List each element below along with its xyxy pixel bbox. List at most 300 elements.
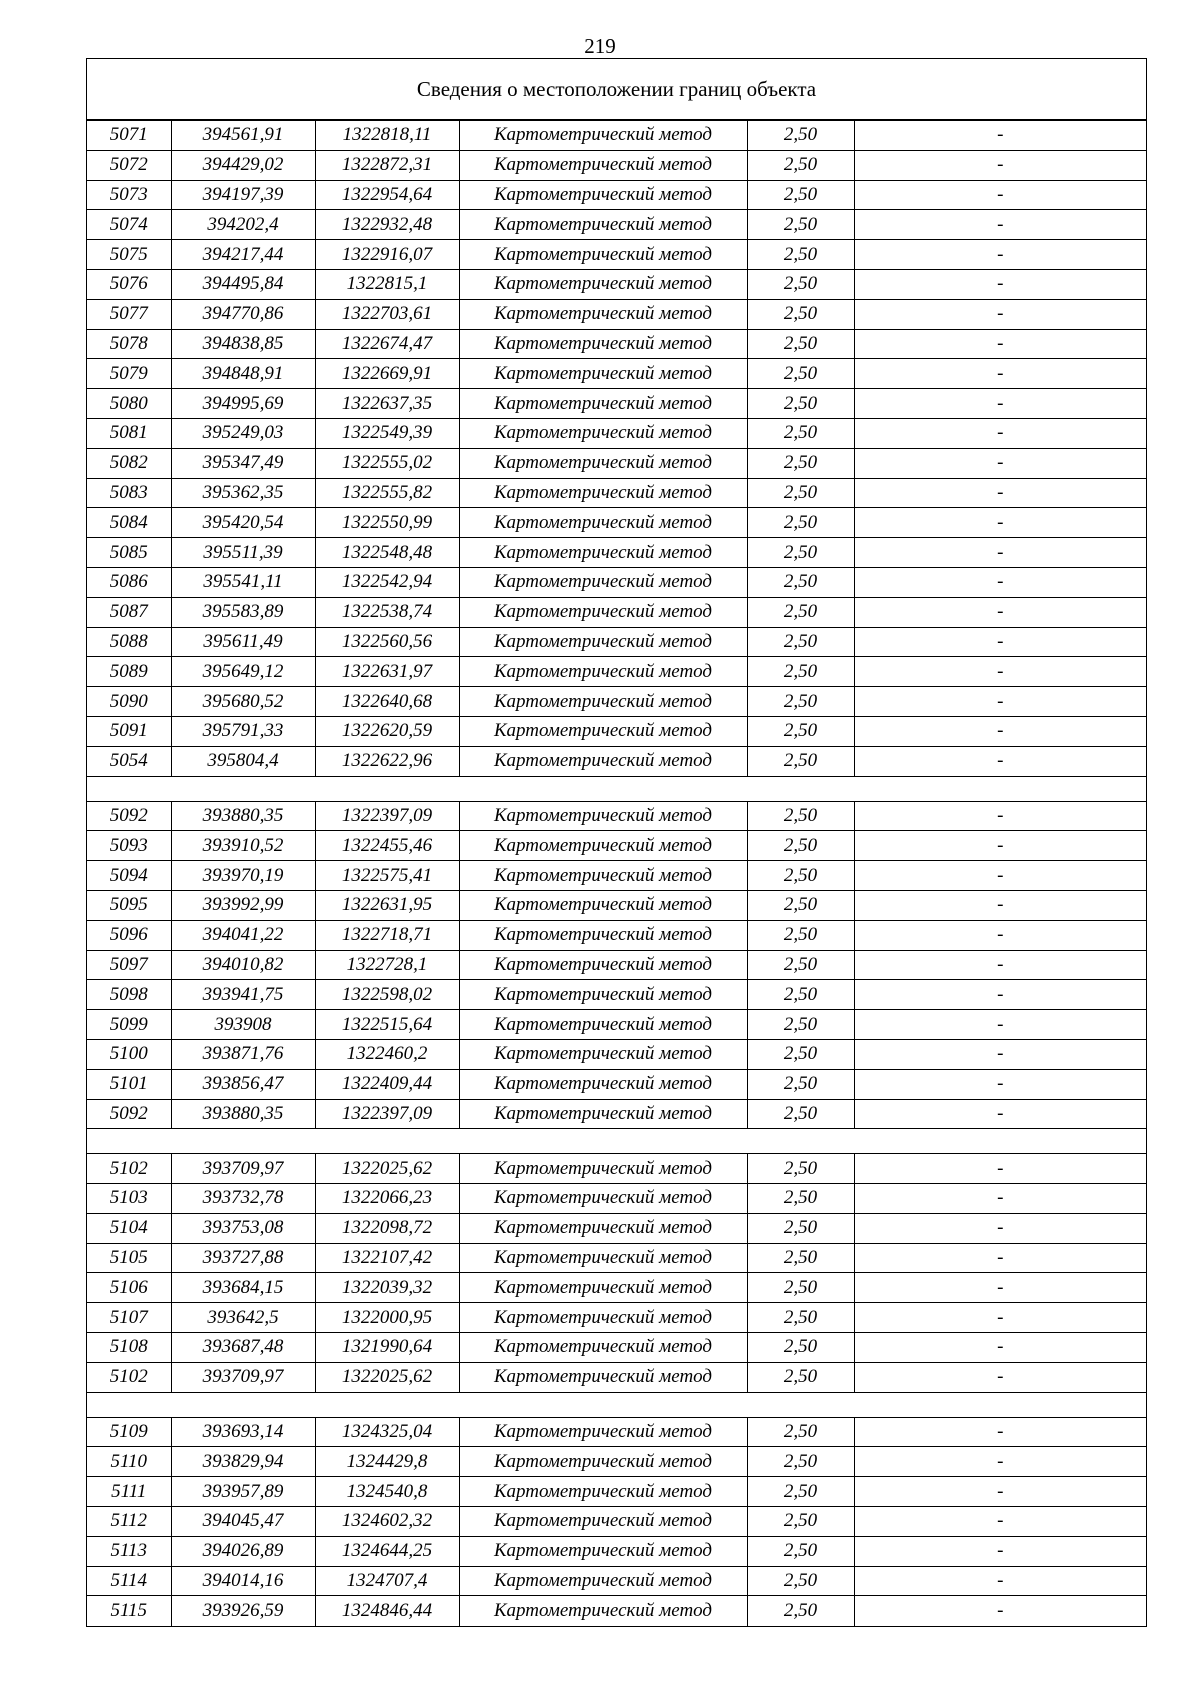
y-coordinate-cell: 1322815,1 <box>315 269 459 299</box>
y-coordinate-cell: 1322549,39 <box>315 418 459 448</box>
x-coordinate-cell: 394770,86 <box>171 299 315 329</box>
x-coordinate-cell: 394197,39 <box>171 180 315 210</box>
accuracy-cell: 2,50 <box>747 448 854 478</box>
accuracy-cell: 2,50 <box>747 831 854 861</box>
point-number-cell: 5080 <box>87 389 171 419</box>
y-coordinate-cell: 1322932,48 <box>315 210 459 240</box>
accuracy-cell: 2,50 <box>747 1536 854 1566</box>
accuracy-cell: 2,50 <box>747 1507 854 1537</box>
table-row <box>87 861 1146 891</box>
point-number-cell: 5100 <box>87 1039 171 1069</box>
x-coordinate-cell: 395804,4 <box>171 746 315 776</box>
accuracy-cell: 2,50 <box>747 627 854 657</box>
y-coordinate-cell: 1322542,94 <box>315 567 459 597</box>
description-cell: - <box>854 1099 1146 1129</box>
table-row <box>87 329 1146 359</box>
method-cell: Картометрический метод <box>459 567 747 597</box>
group-separator-row <box>87 1129 1146 1154</box>
y-coordinate-cell: 1322555,02 <box>315 448 459 478</box>
table-row <box>87 1154 1146 1184</box>
x-coordinate-cell: 393732,78 <box>171 1184 315 1214</box>
point-number-cell: 5098 <box>87 980 171 1010</box>
boundary-table-sheet <box>86 58 1147 1627</box>
accuracy-cell: 2,50 <box>747 657 854 687</box>
method-cell: Картометрический метод <box>459 1362 747 1392</box>
x-coordinate-cell: 393709,97 <box>171 1362 315 1392</box>
accuracy-cell: 2,50 <box>747 1184 854 1214</box>
description-cell: - <box>854 1273 1146 1303</box>
table-row <box>87 1213 1146 1243</box>
table-row <box>87 1333 1146 1363</box>
x-coordinate-cell: 393970,19 <box>171 861 315 891</box>
y-coordinate-cell: 1322631,97 <box>315 657 459 687</box>
description-cell: - <box>854 1154 1146 1184</box>
description-cell: - <box>854 448 1146 478</box>
method-cell: Картометрический метод <box>459 538 747 568</box>
method-cell: Картометрический метод <box>459 1303 747 1333</box>
method-cell: Картометрический метод <box>459 1010 747 1040</box>
point-number-cell: 5089 <box>87 657 171 687</box>
accuracy-cell: 2,50 <box>747 1154 854 1184</box>
point-number-cell: 5099 <box>87 1010 171 1040</box>
x-coordinate-cell: 393880,35 <box>171 1099 315 1129</box>
x-coordinate-cell: 393910,52 <box>171 831 315 861</box>
method-cell: Картометрический метод <box>459 1417 747 1447</box>
accuracy-cell: 2,50 <box>747 687 854 717</box>
point-number-cell: 5110 <box>87 1447 171 1477</box>
point-number-cell: 5106 <box>87 1273 171 1303</box>
y-coordinate-cell: 1321990,64 <box>315 1333 459 1363</box>
accuracy-cell: 2,50 <box>747 1417 854 1447</box>
x-coordinate-cell: 394010,82 <box>171 950 315 980</box>
x-coordinate-cell: 395249,03 <box>171 418 315 448</box>
point-number-cell: 5090 <box>87 687 171 717</box>
y-coordinate-cell: 1322000,95 <box>315 1303 459 1333</box>
y-coordinate-cell: 1322818,11 <box>315 121 459 151</box>
method-cell: Картометрический метод <box>459 1566 747 1596</box>
point-number-cell: 5115 <box>87 1596 171 1626</box>
point-number-cell: 5111 <box>87 1477 171 1507</box>
y-coordinate-cell: 1324325,04 <box>315 1417 459 1447</box>
method-cell: Картометрический метод <box>459 299 747 329</box>
x-coordinate-cell: 393957,89 <box>171 1477 315 1507</box>
description-cell: - <box>854 1417 1146 1447</box>
description-cell: - <box>854 1184 1146 1214</box>
point-number-cell: 5104 <box>87 1213 171 1243</box>
method-cell: Картометрический метод <box>459 597 747 627</box>
accuracy-cell: 2,50 <box>747 1333 854 1363</box>
x-coordinate-cell: 394995,69 <box>171 389 315 419</box>
accuracy-cell: 2,50 <box>747 240 854 270</box>
description-cell: - <box>854 1069 1146 1099</box>
description-cell: - <box>854 1039 1146 1069</box>
point-number-cell: 5091 <box>87 716 171 746</box>
point-number-cell: 5092 <box>87 801 171 831</box>
y-coordinate-cell: 1324429,8 <box>315 1447 459 1477</box>
description-cell: - <box>854 831 1146 861</box>
x-coordinate-cell: 395420,54 <box>171 508 315 538</box>
description-cell: - <box>854 538 1146 568</box>
y-coordinate-cell: 1324707,4 <box>315 1566 459 1596</box>
y-coordinate-cell: 1324540,8 <box>315 1477 459 1507</box>
separator-cell <box>87 776 1146 801</box>
x-coordinate-cell: 395511,39 <box>171 538 315 568</box>
x-coordinate-cell: 394217,44 <box>171 240 315 270</box>
table-row <box>87 687 1146 717</box>
description-cell: - <box>854 1596 1146 1626</box>
description-cell: - <box>854 746 1146 776</box>
x-coordinate-cell: 393871,76 <box>171 1039 315 1069</box>
table-row <box>87 716 1146 746</box>
accuracy-cell: 2,50 <box>747 890 854 920</box>
x-coordinate-cell: 393709,97 <box>171 1154 315 1184</box>
x-coordinate-cell: 395680,52 <box>171 687 315 717</box>
method-cell: Картометрический метод <box>459 1507 747 1537</box>
point-number-cell: 5095 <box>87 890 171 920</box>
description-cell: - <box>854 478 1146 508</box>
point-number-cell: 5093 <box>87 831 171 861</box>
description-cell: - <box>854 1303 1146 1333</box>
point-number-cell: 5092 <box>87 1099 171 1129</box>
table-row <box>87 508 1146 538</box>
description-cell: - <box>854 920 1146 950</box>
accuracy-cell: 2,50 <box>747 299 854 329</box>
method-cell: Картометрический метод <box>459 657 747 687</box>
method-cell: Картометрический метод <box>459 508 747 538</box>
x-coordinate-cell: 394495,84 <box>171 269 315 299</box>
method-cell: Картометрический метод <box>459 861 747 891</box>
table-row <box>87 240 1146 270</box>
x-coordinate-cell: 395791,33 <box>171 716 315 746</box>
method-cell: Картометрический метод <box>459 1184 747 1214</box>
accuracy-cell: 2,50 <box>747 1362 854 1392</box>
table-row <box>87 299 1146 329</box>
method-cell: Картометрический метод <box>459 448 747 478</box>
description-cell: - <box>854 1447 1146 1477</box>
x-coordinate-cell: 393693,14 <box>171 1417 315 1447</box>
description-cell: - <box>854 1213 1146 1243</box>
accuracy-cell: 2,50 <box>747 1099 854 1129</box>
description-cell: - <box>854 1243 1146 1273</box>
description-cell: - <box>854 890 1146 920</box>
x-coordinate-cell: 393727,88 <box>171 1243 315 1273</box>
point-number-cell: 5112 <box>87 1507 171 1537</box>
point-number-cell: 5076 <box>87 269 171 299</box>
description-cell: - <box>854 861 1146 891</box>
table-row <box>87 567 1146 597</box>
y-coordinate-cell: 1322397,09 <box>315 801 459 831</box>
table-row <box>87 121 1146 151</box>
x-coordinate-cell: 394848,91 <box>171 359 315 389</box>
method-cell: Картометрический метод <box>459 831 747 861</box>
description-cell: - <box>854 150 1146 180</box>
method-cell: Картометрический метод <box>459 1154 747 1184</box>
description-cell: - <box>854 418 1146 448</box>
x-coordinate-cell: 394041,22 <box>171 920 315 950</box>
table-row <box>87 746 1146 776</box>
method-cell: Картометрический метод <box>459 980 747 1010</box>
x-coordinate-cell: 394026,89 <box>171 1536 315 1566</box>
description-cell: - <box>854 716 1146 746</box>
table-row <box>87 1362 1146 1392</box>
point-number-cell: 5088 <box>87 627 171 657</box>
accuracy-cell: 2,50 <box>747 418 854 448</box>
method-cell: Картометрический метод <box>459 1477 747 1507</box>
method-cell: Картометрический метод <box>459 329 747 359</box>
point-number-cell: 5083 <box>87 478 171 508</box>
y-coordinate-cell: 1322460,2 <box>315 1039 459 1069</box>
accuracy-cell: 2,50 <box>747 920 854 950</box>
point-number-cell: 5082 <box>87 448 171 478</box>
accuracy-cell: 2,50 <box>747 1243 854 1273</box>
y-coordinate-cell: 1322066,23 <box>315 1184 459 1214</box>
separator-cell <box>87 1392 1146 1417</box>
y-coordinate-cell: 1322409,44 <box>315 1069 459 1099</box>
description-cell: - <box>854 597 1146 627</box>
table-row <box>87 1039 1146 1069</box>
point-number-cell: 5101 <box>87 1069 171 1099</box>
method-cell: Картометрический метод <box>459 1273 747 1303</box>
description-cell: - <box>854 627 1146 657</box>
x-coordinate-cell: 393856,47 <box>171 1069 315 1099</box>
point-number-cell: 5097 <box>87 950 171 980</box>
table-row <box>87 890 1146 920</box>
point-number-cell: 5086 <box>87 567 171 597</box>
group-separator-row <box>87 1392 1146 1417</box>
y-coordinate-cell: 1322631,95 <box>315 890 459 920</box>
table-row <box>87 418 1146 448</box>
table-row <box>87 801 1146 831</box>
accuracy-cell: 2,50 <box>747 538 854 568</box>
description-cell: - <box>854 210 1146 240</box>
method-cell: Картометрический метод <box>459 687 747 717</box>
point-number-cell: 5079 <box>87 359 171 389</box>
x-coordinate-cell: 395362,35 <box>171 478 315 508</box>
method-cell: Картометрический метод <box>459 716 747 746</box>
x-coordinate-cell: 395649,12 <box>171 657 315 687</box>
table-title: Сведения о местоположении границ объекта <box>87 59 1146 120</box>
y-coordinate-cell: 1324644,25 <box>315 1536 459 1566</box>
y-coordinate-cell: 1322728,1 <box>315 950 459 980</box>
point-number-cell: 5087 <box>87 597 171 627</box>
accuracy-cell: 2,50 <box>747 950 854 980</box>
y-coordinate-cell: 1322548,48 <box>315 538 459 568</box>
table-row <box>87 920 1146 950</box>
y-coordinate-cell: 1322916,07 <box>315 240 459 270</box>
x-coordinate-cell: 394014,16 <box>171 1566 315 1596</box>
method-cell: Картометрический метод <box>459 1069 747 1099</box>
x-coordinate-cell: 395347,49 <box>171 448 315 478</box>
x-coordinate-cell: 395583,89 <box>171 597 315 627</box>
y-coordinate-cell: 1324602,32 <box>315 1507 459 1537</box>
table-row <box>87 627 1146 657</box>
description-cell: - <box>854 269 1146 299</box>
x-coordinate-cell: 393908 <box>171 1010 315 1040</box>
point-number-cell: 5072 <box>87 150 171 180</box>
description-cell: - <box>854 1477 1146 1507</box>
table-row <box>87 389 1146 419</box>
x-coordinate-cell: 393687,48 <box>171 1333 315 1363</box>
y-coordinate-cell: 1322515,64 <box>315 1010 459 1040</box>
x-coordinate-cell: 393684,15 <box>171 1273 315 1303</box>
y-coordinate-cell: 1322455,46 <box>315 831 459 861</box>
accuracy-cell: 2,50 <box>747 389 854 419</box>
y-coordinate-cell: 1322107,42 <box>315 1243 459 1273</box>
point-number-cell: 5107 <box>87 1303 171 1333</box>
accuracy-cell: 2,50 <box>747 1039 854 1069</box>
table-row <box>87 980 1146 1010</box>
method-cell: Картометрический метод <box>459 746 747 776</box>
point-number-cell: 5078 <box>87 329 171 359</box>
x-coordinate-cell: 395611,49 <box>171 627 315 657</box>
method-cell: Картометрический метод <box>459 1099 747 1129</box>
point-number-cell: 5073 <box>87 180 171 210</box>
x-coordinate-cell: 393829,94 <box>171 1447 315 1477</box>
table-row <box>87 1596 1146 1626</box>
y-coordinate-cell: 1322954,64 <box>315 180 459 210</box>
y-coordinate-cell: 1322640,68 <box>315 687 459 717</box>
y-coordinate-cell: 1322620,59 <box>315 716 459 746</box>
y-coordinate-cell: 1322039,32 <box>315 1273 459 1303</box>
separator-cell <box>87 1129 1146 1154</box>
table-row <box>87 180 1146 210</box>
accuracy-cell: 2,50 <box>747 478 854 508</box>
table-row <box>87 150 1146 180</box>
table-row <box>87 597 1146 627</box>
method-cell: Картометрический метод <box>459 180 747 210</box>
description-cell: - <box>854 687 1146 717</box>
y-coordinate-cell: 1322098,72 <box>315 1213 459 1243</box>
table-row <box>87 538 1146 568</box>
table-row <box>87 478 1146 508</box>
table-row <box>87 1536 1146 1566</box>
x-coordinate-cell: 393753,08 <box>171 1213 315 1243</box>
description-cell: - <box>854 950 1146 980</box>
method-cell: Картометрический метод <box>459 920 747 950</box>
accuracy-cell: 2,50 <box>747 567 854 597</box>
description-cell: - <box>854 567 1146 597</box>
y-coordinate-cell: 1322718,71 <box>315 920 459 950</box>
boundary-table <box>87 120 1146 1626</box>
table-row <box>87 359 1146 389</box>
table-row <box>87 1099 1146 1129</box>
table-row <box>87 269 1146 299</box>
table-row <box>87 210 1146 240</box>
y-coordinate-cell: 1322637,35 <box>315 389 459 419</box>
point-number-cell: 5102 <box>87 1362 171 1392</box>
x-coordinate-cell: 394838,85 <box>171 329 315 359</box>
point-number-cell: 5075 <box>87 240 171 270</box>
table-row <box>87 1566 1146 1596</box>
table-row <box>87 1303 1146 1333</box>
table-row <box>87 950 1146 980</box>
accuracy-cell: 2,50 <box>747 716 854 746</box>
group-separator-row <box>87 776 1146 801</box>
point-number-cell: 5074 <box>87 210 171 240</box>
method-cell: Картометрический метод <box>459 1333 747 1363</box>
accuracy-cell: 2,50 <box>747 359 854 389</box>
table-row <box>87 1417 1146 1447</box>
method-cell: Картометрический метод <box>459 478 747 508</box>
x-coordinate-cell: 394202,4 <box>171 210 315 240</box>
y-coordinate-cell: 1322025,62 <box>315 1362 459 1392</box>
accuracy-cell: 2,50 <box>747 329 854 359</box>
point-number-cell: 5077 <box>87 299 171 329</box>
description-cell: - <box>854 980 1146 1010</box>
description-cell: - <box>854 508 1146 538</box>
point-number-cell: 5054 <box>87 746 171 776</box>
table-row <box>87 831 1146 861</box>
accuracy-cell: 2,50 <box>747 210 854 240</box>
table-row <box>87 1184 1146 1214</box>
accuracy-cell: 2,50 <box>747 1477 854 1507</box>
point-number-cell: 5113 <box>87 1536 171 1566</box>
y-coordinate-cell: 1322397,09 <box>315 1099 459 1129</box>
accuracy-cell: 2,50 <box>747 801 854 831</box>
y-coordinate-cell: 1322025,62 <box>315 1154 459 1184</box>
point-number-cell: 5096 <box>87 920 171 950</box>
x-coordinate-cell: 393880,35 <box>171 801 315 831</box>
description-cell: - <box>854 1362 1146 1392</box>
table-row <box>87 1010 1146 1040</box>
method-cell: Картометрический метод <box>459 801 747 831</box>
description-cell: - <box>854 121 1146 151</box>
description-cell: - <box>854 1566 1146 1596</box>
method-cell: Картометрический метод <box>459 359 747 389</box>
x-coordinate-cell: 393926,59 <box>171 1596 315 1626</box>
method-cell: Картометрический метод <box>459 1596 747 1626</box>
y-coordinate-cell: 1322598,02 <box>315 980 459 1010</box>
point-number-cell: 5094 <box>87 861 171 891</box>
y-coordinate-cell: 1322555,82 <box>315 478 459 508</box>
accuracy-cell: 2,50 <box>747 980 854 1010</box>
method-cell: Картометрический метод <box>459 1213 747 1243</box>
y-coordinate-cell: 1322703,61 <box>315 299 459 329</box>
y-coordinate-cell: 1322674,47 <box>315 329 459 359</box>
accuracy-cell: 2,50 <box>747 1213 854 1243</box>
point-number-cell: 5071 <box>87 121 171 151</box>
description-cell: - <box>854 240 1146 270</box>
x-coordinate-cell: 394561,91 <box>171 121 315 151</box>
method-cell: Картометрический метод <box>459 389 747 419</box>
method-cell: Картометрический метод <box>459 240 747 270</box>
point-number-cell: 5105 <box>87 1243 171 1273</box>
accuracy-cell: 2,50 <box>747 597 854 627</box>
method-cell: Картометрический метод <box>459 121 747 151</box>
accuracy-cell: 2,50 <box>747 269 854 299</box>
description-cell: - <box>854 657 1146 687</box>
y-coordinate-cell: 1322669,91 <box>315 359 459 389</box>
x-coordinate-cell: 393941,75 <box>171 980 315 1010</box>
method-cell: Картометрический метод <box>459 150 747 180</box>
y-coordinate-cell: 1324846,44 <box>315 1596 459 1626</box>
description-cell: - <box>854 299 1146 329</box>
table-row <box>87 448 1146 478</box>
y-coordinate-cell: 1322575,41 <box>315 861 459 891</box>
x-coordinate-cell: 394045,47 <box>171 1507 315 1537</box>
accuracy-cell: 2,50 <box>747 861 854 891</box>
y-coordinate-cell: 1322560,56 <box>315 627 459 657</box>
boundary-table-body <box>87 121 1146 1626</box>
x-coordinate-cell: 394429,02 <box>171 150 315 180</box>
accuracy-cell: 2,50 <box>747 1447 854 1477</box>
table-row <box>87 1243 1146 1273</box>
page-number: 219 <box>584 34 616 58</box>
description-cell: - <box>854 329 1146 359</box>
point-number-cell: 5102 <box>87 1154 171 1184</box>
method-cell: Картометрический метод <box>459 1039 747 1069</box>
description-cell: - <box>854 1536 1146 1566</box>
